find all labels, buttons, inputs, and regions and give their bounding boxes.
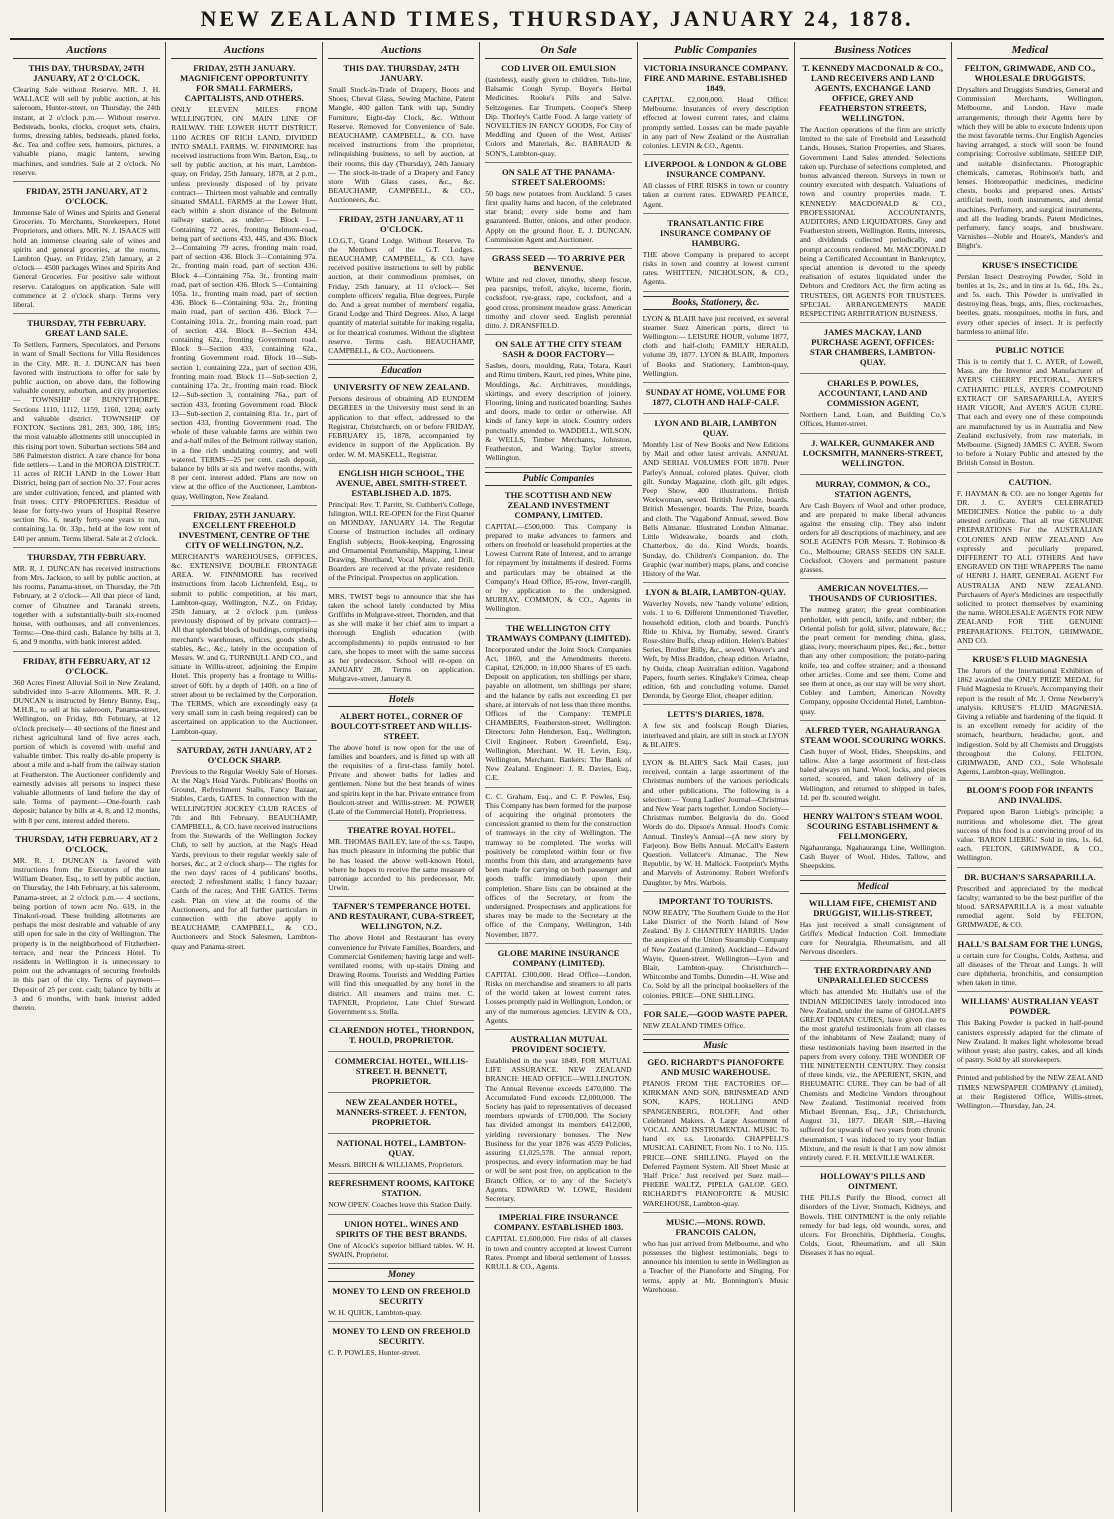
section-heading: Hotels: [328, 693, 474, 707]
ad-title: FRIDAY, 25TH JANUARY. EXCELLENT FREEHOLD INVESTMENT, CENTRE OF THE CITY OF WELLINGTON, N.Z.: [178, 509, 310, 550]
advertisement: [328, 1326, 474, 1361]
ad-body: Persian Insect Destroying Powder, Sold in bottles at 1s, 2s., and in tins at 1s. 6d., 10s. 2s., and 5s. each. This Powder is unrivalled in destroying fleas, bugs, ants, flies, cockroaches, beetles, gnats, mosquitoes, moths in furs, and every other species of insect. It is perfectly harmless to animal life.: [956, 271, 1103, 336]
ad-title: AMERICAN NOVELTIES.—THOUSANDS OF CURIOSITIES.: [808, 583, 937, 604]
advertisement: [957, 996, 1103, 1069]
column-heading: Business Notices: [800, 42, 946, 59]
ad-title: WILLIAM FIFE, CHEMIST AND DRUGGIST, WILLIS-STREET,: [808, 897, 937, 918]
ad-body: Are Cash Buyers of Wool and other produce, and are prepared to make liberal advances against the ensuing clip. They also indent orders for all descriptions of machinery, and are SOLE AGENTS FOR Messrs. T. Robinson & Co., Melbourne; GRASS SEEDS ON SALE. Cocksfoot. Clovers and permanent pasture grasses.: [799, 500, 946, 575]
ad-title: FRIDAY, 25TH JANUARY, AT 11 O'CLOCK.: [338, 213, 464, 234]
ad-body: MR. R. J. DUNCAN has received instructions from Mrs. Jackson, to sell by public auction, at his rooms, Panama-street, on Thursday, the 7th February, at 2 o'clock— All that piece of land, corner of Ghuznee and Taranaki streets, together with a substantially-built six-roomed house, with outhouses, and all conveniences. Terms:—One-third cash. Balance by bills at 3, 6, and 9 months, with bank interest added.: [13, 563, 161, 647]
masthead-rule: [10, 38, 1104, 40]
ad-body: NOW READY, 'The Southern Guide to the Hot Lake District of the North Island of New Zealand.' By J. CHANTREY HARRIS. Under the auspices of the Union Steamship Company of New Zealand (Limited). Auckland—Edward Wayte, Queen-street. Wellington—Lyon and Blair, Lambton-quay. Christchurch—Whitcombe and Tombs. Dunedin—H. Wise and Co. Sold by all the principal booksellers of the colonies. PRICE—ONE SHILLING.: [642, 907, 789, 1000]
ad-title: AUSTRALIAN MUTUAL PROVIDENT SOCIETY.: [509, 1034, 608, 1055]
ad-title: JAMES MACKAY, LAND PURCHASE AGENT, OFFICES: STAR CHAMBERS, LAMBTON-QUAY.: [810, 327, 936, 368]
ad-body: Monthly List of New Books and New Editions by Mail and other latest arrivals. ANNUAL AND SERIAL VOLUMES FOR 1878. Peter Parley's Annual, colored plates. Quiver, cloth gilt. Sunday Magazine, cloth gilt, gilt edges. Peep Show, 400 illustrations. British Workwoman, sewed. British Juvenile, boards. British Messenger, boards. The Prize, boards and cloth. The 'Vagabond' Annual, sewed. Bow Bells Almanac. Illustrated London Almanac. Little Wideawake, boards and cloth. Chatterbox, do do. Kind Words, boards. Sunday, do. Children's Companion, do. The Graphic (war number) maps, plans, and concise History of the War.: [642, 440, 789, 578]
column-7: [951, 42, 1108, 1512]
advertisement: [485, 792, 631, 944]
ad-body: Northern Land, Loan, and Building Co.'s Offices, Hunter-street.: [799, 410, 946, 429]
ad-body: NEW ZEALAND TIMES Office.: [642, 1020, 746, 1030]
ad-body: White and red clover, timothy, sheep fescue, pea parsnips, trefoil, alsyke, lucerne, fiorin, cocksfoot, rye-grass, rape, cocksfoot, and a good cross, prominent meadow grass. American timothy and clover seed. English perennial ditto. J. DRANSFIELD.: [485, 275, 632, 331]
advertisement: [485, 253, 631, 335]
ad-body: PIANOS FROM THE FACTORIES OF—KIRKMAN AND SON, BRINSMEAD AND SON, KAPS, HOLLING AND SPANGENBERG, ROLOFF, And other Celebrated Makers. A Large Assortment of VOCAL AND INSTRUMENTAL MUSIC To hand ex s.s. Leonardo. CHAPPELL'S MUSICAL CABINET, From No. 1 to No. 115. PRICE—ONE SHILLING. Played on the Deferred Payment System. All Sheet Music at 'Half Price.' Just received per Suez mail— PHŒBE WALTZ, PIPELA GALOP. GEO. RICHARDT'S PIANOFORTE & MUSIC WAREHOUSE, Lambton-quay.: [642, 1079, 789, 1208]
advertisement: [328, 214, 474, 361]
ad-title: ALFRED TYER, NGAHAURANGA STEAM WOOL SCOURING WORKS.: [800, 724, 946, 745]
ad-body: The Jurors of the International Exhibition of 1862 awarded the ONLY PRIZE MEDAL for Fluid Magnesia to Kruse's. Accompanying their report is the result of Mr. J. Orme Newberry's analysis. KRUSE'S FLUID MAGNESIA. Giving a reliable and hardening of the liquid. It is an excellent remedy for acidity of the stomach, heartburn, headache, gout, and indigestion. Sold by all Chemists and Druggists throughout the Colony. FELTON, GRIMWADE, AND CO., Sole Wholesale Agents, Lambton-quay, Wellington.: [956, 665, 1103, 777]
advertisement: [643, 63, 789, 155]
column-1: [8, 42, 165, 1512]
ad-title: ON SALE AT THE CITY STEAM SASH & DOOR FACTORY—: [495, 339, 622, 360]
advertisement: [957, 345, 1103, 472]
advertisement: [328, 711, 474, 822]
ad-title: KRUSE'S INSECTICIDE: [982, 259, 1078, 270]
advertisement: [957, 654, 1103, 781]
ad-title: THURSDAY, 14TH FEBRUARY, AT 2 O'CLOCK.: [15, 833, 158, 854]
advertisement: [800, 583, 946, 720]
ad-title: SATURDAY, 26TH JANUARY, AT 2 O'CLOCK SHARP.: [176, 744, 312, 765]
ad-title: THURSDAY, 7TH FEBRUARY.: [27, 551, 146, 562]
advertisement: [485, 339, 631, 467]
ad-body: NOW OPEN. Coaches leave this Station Daily.: [328, 1200, 472, 1210]
ad-body: Persons desirous of obtaining AD EUNDEM DEGREES in the University must send in an application to that effect, addressed to the Registrar, Christchurch, on or before FRIDAY, FEBRUARY 15, 1878, accompanied by evidence in support of the Application. By order. W. M. MASKELL, Registrar.: [328, 394, 475, 459]
advertisement: [328, 468, 474, 588]
ad-body: CAPITAL £300,000. Head Office—London. Risks on merchandise and steamers to all parts of the world taken at lowest current rates. Losses promptly paid in Wellington, London, or any of the numerous agencies. LEVIN & CO., Agents.: [485, 969, 632, 1025]
advertisement: [957, 1073, 1103, 1114]
column-5: [637, 42, 794, 1512]
ad-body: 360 Acres Finest Alluvial Soil in New Zealand, subdivided into 5-acre Allotments. MR. R. J. DUNCAN is instructed by Henry Bunny, Esq., M.H.R., to sell at his saleroom, Panama-street, Wellington, on Friday, 8th February, at 12 o'clock precisely— 40 sections of the finest and richest agricultural land of five acres each, portion of which is covered with useful and valuable timber. This really do-able property is about a mile and a-half from the railway station at Featherston. The Auctioneer confidently and earnestly advises all persons to inspect these valuable allotments of land before the day of sale. Terms of payment:—One-fourth cash deposit; balance by bills at 4, 8, and 12 months, with 8 per cent. interest added thereto.: [13, 677, 161, 825]
advertisement: [328, 382, 474, 463]
ad-body: This Baking Powder is packed in half-pound canisters expressly adapted for the climate of New Zealand. It makes light wholesome bread without yeast; also pastry, cakes, and all kinds of pastry. Sold by all storekeepers.: [956, 1018, 1103, 1065]
column-heading: Public Companies: [643, 42, 789, 59]
advertisement: [800, 811, 946, 876]
advertisement: [957, 63, 1103, 256]
advertisement: [328, 1178, 474, 1214]
ad-title: THE WELLINGTON CITY TRAMWAYS COMPANY (LIMITED).: [486, 622, 631, 643]
ad-body: Waverley Novels, new 'handy volume' edition, vols. 1 to 6. Different Unmentioned Traveller, household edition, cloth and boards. Punch's Ride to Khiva, by Burnaby, sewed. Grant's Rose-shire Buffs, cheap edition. Helen's Babies' Series, Brother Billy, &c., sewed. Weaver's and Weft, by Miss Braddon, cheap edition. Ariadne, by Ouida, cheap Australian edition. Vagabond Papers, fourth series. Kinglake's Crimea, cheap edition, 6th and concluding volume. Daniel Deronda, by George Eliot, cheaper edition.: [642, 599, 789, 701]
advertisement: [485, 948, 631, 1030]
ad-body: Principal: Rev. T. Parritt, St. Cuthbert's College, Islington. WILL RE-OPEN for the First Quarter on MONDAY, JANUARY 14. The Regular Course of Instruction includes all ordinary English subjects, Book-keeping, Engrossing and Ornamental Penmanship, Mapping, Linear Drawing, Shorthand, Vocal Music, and Drill. Boarders are received at the private residence of the Principal. Prospectus on application.: [328, 499, 475, 583]
ad-title: GLOBE MARINE INSURANCE COMPANY (LIMITED).: [497, 947, 620, 968]
ad-body: C. C. Graham, Esq., and C. P. Powles, Esq. This Company has been formed for the purpose of acquiring the original promoters the concession granted to them for the construction of tramways in the city of Wellington. The tramway to be completed. The works will positively be completed within four or five months from this date, and arrangements have been made for carrying on both passenger and goods traffic immediately upon their completion. Share lists can be obtained at the offices of the Secretary, or from the undersigned. Prospectuses and applications for shares may be made to the Secretary at the office of the Company, Wellington, 14th November, 1877.: [485, 791, 632, 939]
advertisement: [328, 901, 474, 1021]
advertisement: [328, 825, 474, 897]
column-2: [165, 42, 322, 1512]
ad-title: PUBLIC NOTICE: [995, 345, 1065, 356]
ad-title: ON SALE AT THE PANAMA-STREET SALEROOMS:: [501, 166, 615, 187]
ad-body: Immense Sale of Wines and Spirits and General Groceries. To Merchants, Storekeepers, Hotel Proprietors, and others. MR. N. J. ISAACS will hold an immense clearing sale of wines and spirits and general groceries, at the rooms, Lambton Quay, on Friday, 25th January, at 2 o'clock— 4500 packages Wines and Spirits And General Groceries. For positive sale without reserve. Catalogues on application. Sale will commence at 2 o'clock sharp. Terms very liberal.: [13, 208, 161, 310]
advertisement: [800, 725, 946, 807]
ad-title: CAUTION.: [1008, 476, 1052, 487]
ad-title: CHARLES P. POWLES, ACCOUNTANT, LAND AND COMMISSION AGENT,: [818, 378, 928, 409]
advertisement: [13, 834, 160, 1016]
column-heading: Auctions: [171, 42, 317, 59]
ad-title: VICTORIA INSURANCE COMPANY. FIRE AND MARINE. ESTABLISHED 1849.: [643, 63, 788, 93]
ad-title: THURSDAY, 7TH FEBRUARY. GREAT LAND SALE.: [27, 318, 146, 339]
ad-body: W. H. QUICK, Lambton-quay.: [328, 1308, 422, 1318]
advertisement: [171, 63, 317, 506]
column-3: [322, 42, 479, 1512]
ad-title: MONEY TO LEND ON FREEHOLD SECURITY.: [332, 1326, 471, 1347]
ad-body: The Auction operations of the firm are strictly limited to the sale of Freehold and Leasehold Lands, Houses, Station Properties, and Shares. Government Land Sales attended. Selections taken up. Purchase of selections completed, and bonus advanced thereon. Surveys in town or country executed with despatch. Valuations of town and country properties made. T. KENNEDY MACDONALD & CO., PROFESSIONAL ACCOUNTANTS, AUDITORS, AND LIQUIDATORS. Grey and Featherston streets, Wellington. Rents, interests, and dividends collected periodically, and prompt accounts rendered. Mr. MACDONALD being a Certificated Accountant in Bankruptcy, special attention is devoted to the speedy realisation of estates liquidated under the Debtors and Creditors Act, the firm acting as TRUSTEES, OR AGENTS FOR TRUSTEES. SPECIAL ARRANGEMENTS MADE RESPECTING ARBITRATION BUSINESS.: [799, 125, 946, 319]
advertisement: [643, 159, 789, 214]
ad-body: Messrs. BIRCH & WILLIAMS, Proprietors.: [328, 1160, 464, 1170]
ad-title: HALL'S BALSAM FOR THE LUNGS,: [957, 938, 1103, 949]
advertisement: [643, 1057, 789, 1213]
advertisement: [800, 479, 946, 580]
column-4: [479, 42, 636, 1512]
advertisement: [800, 378, 946, 433]
advertisement: [328, 1219, 474, 1264]
ad-body: which has attended Mr. Hullah's use of the INDIAN MEDICINES lately introduced into New Zealand, under the name of GHOLLAH'S GREAT INDIAN CURES, have given rise to the most grateful testimonials from all classes of the inhabitants of New Zealand; many of these testimonials having been inserted in the papers from every colony. THE WONDER OF THE NINETEENTH CENTURY. They consist of three kinds, viz., the APERIENT, SKIN, and RHEUMATIC CURE. They can be had of all Chemists and Medicine Vendors throughout New Zealand. Testimonial received from Michael Brennan, Esq., J.P., Christchurch, August 31, 1877. DEAR SIR,—Having suffered for upwards of two years from chronic rheumatism, I was induced to try your Indian Mixture, and the result is that I am now almost entirely cured. F. H. MELVILLE WALKER.: [799, 987, 946, 1163]
ad-body: a certain cure for Coughs, Colds, Asthma, and all diseases of the Throat and Lungs. It will cure diphtheria, bronchitis, and consumption when taken in time.: [956, 950, 1103, 988]
advertisement: [485, 1212, 631, 1275]
ad-title: LETTS'S DIARIES, 1878.: [667, 709, 764, 720]
advertisement: [643, 709, 789, 754]
ad-body: The above Hotel and Restaurant has every convenience for Private Families, Boarders, and Commercial Gentlemen; having large and well-ventilated rooms, with up-stairs Dining and Drawing Rooms. Tourists and Wedding Parties will find this unequalled by any hotel in the district. All steamers and trains met. C. TAFNER, Proprietor, Late Chief Steward Government s.s. Stella.: [328, 933, 475, 1017]
column-heading: On Sale: [485, 42, 631, 59]
ad-title: THIS DAY. THURSDAY, 24TH JANUARY, AT 2 O'CLOCK.: [28, 63, 145, 83]
ad-title: FRIDAY, 25TH JANUARY, AT 2 O'CLOCK.: [25, 186, 148, 207]
ad-body: CAPITAL £2,000,000. Head Office: Melbourne. Insurances of every description effected at lowest current rates, and claims promptly settled. Losses can be made payable in any part of New Zealand or the Australian colonies. LEVIN & CO., Agents.: [642, 95, 789, 151]
ad-body: Incorporated under the Joint Stock Companies Act, 1860, and the Amendments thereto. Capital, £26,000, in 10,000 Shares of £5 each. Deposit on application, ten shillings per share, payable on allotment, ten shillings per share; and the balance by calls not exceeding £1 per share, at intervals of not less than three months. Offices of the Company: TEMPLE CHAMBERS, Featherston-street, Wellington. Directors: John Henderson, Esq., Wellington, Civil Engineer. Robert Greenfield, Esq., Wellington, Merchant. W. H. Levin, Esq., Wellington, Merchant. Bankers: The Bank of New Zealand. Engineer: J. R. Davies, Esq., C.E.: [485, 644, 632, 783]
advertisement: [643, 587, 789, 705]
ad-title: WILLIAMS' AUSTRALIAN YEAST POWDER.: [961, 996, 1099, 1017]
advertisement: [643, 896, 789, 1005]
ad-body: Printed and published by the NEW ZEALAND TIMES NEWSPAPER COMPANY (Limited), at their Registered Office, Willis-street, Wellington.—Thursday, Jan. 24.: [956, 1073, 1103, 1111]
ad-body: F. HAYMAN & CO. are no longer Agents for DR. J. C. AYER'S CELEBRATED MEDICINES. Notice the public to a duly attested certificate. That all true GENUINE PREPARATIONS For the AUSTRALIAN COLONIES AND NEW ZEALAND Are expressly and peculiarly prepared, DIFFERENT TO ALL OTHERS And have ENGRAVED ON THE WRAPPERS The name of HENRI J. HART, GENERAL AGENT For AUSTRALIA AND NEW ZEALAND. Purchasers of Ayer's Medicines are respectfully solicited to protect themselves by examining the name. WHOLESALE AGENTS FOR NEW ZEALAND FOR THE GENUINE PREPARATIONS. FELTON, GRIMWADE, AND CO.: [956, 488, 1103, 645]
advertisement: [485, 167, 631, 249]
ad-title: GEO. RICHARDT'S PIANOFORTE AND MUSIC WAREHOUSE.: [647, 1057, 784, 1078]
advertisement: [643, 758, 789, 892]
advertisement: [328, 1138, 474, 1174]
advertisement: [800, 438, 946, 475]
column-heading: Auctions: [13, 42, 160, 59]
advertisement: [485, 490, 631, 619]
advertisement: [643, 387, 789, 414]
ad-title: NEW ZEALANDER HOTEL, MANNERS-STREET. J. FENTON, PROPRIETOR.: [336, 1097, 467, 1128]
advertisement: [643, 1217, 789, 1298]
ad-title: REFRESHMENT ROOMS, KAITOKE STATION.: [328, 1178, 475, 1199]
ad-body: Drysalters and Druggists Sundries, General and Commission Merchants, Wellington, Melbourne, and London. Have made arrangements, through their Agents here by which they will be able to execute Indents upon the most favorable terms. Our English Agencies having arranged, a stock will soon be found comprising: Corrosive sublimate, SHEEP DIP, and suitable disinfectants. Photographic chemicals, cameras, Robinson's bath, and lenses. Homœopathic medicines, medicine chests, books and prepared ones. Artists' artificial teeth, tooth instruments, and dental machines. Perfumery, and surgical instruments, and all the leading brands. Patent Medicines, perfumery, fancy soaps, and brushware. Varnishes—Noble and Hoare's, Mander's and Blight's.: [956, 85, 1103, 251]
ad-title: THEATRE ROYAL HOTEL.: [347, 825, 456, 836]
advertisement: [800, 898, 946, 962]
advertisement: [643, 418, 789, 583]
advertisement: [485, 623, 631, 788]
ad-title: MURRAY, COMMON, & CO., STATION AGENTS,: [815, 478, 931, 499]
ad-body: I.O.G.T., Grand Lodge. Without Reserve. To the Members of the G.T. Lodges. BEAUCHAMP, CAMPBELL, & CO. have received positive instructions to sell by public auction, at their commodious premises, on Friday, 25th January, at 11 o'clock— Set complete officers' regalia, Blue degrees, Purple do. And a great number of members' regalia, Grand Lodge and Third Degrees. Also, A large quantity of material suitable for making regalia, or for theatrical costumes. Without the slightest reserve. Terms cash. BEAUCHAMP, CAMPBELL, & CO., Auctioneers.: [328, 235, 475, 356]
section-heading: Money: [328, 1268, 474, 1282]
ad-body: Prescribed and appreciated by the medical faculty; warranted to be the best purifier of the blood. SARSAPARILLA is a most valuable remedial agent. Sold by FELTON, GRIMWADE, & CO.: [956, 883, 1103, 930]
ad-title: FELTON, GRIMWADE, AND CO., WHOLESALE DRUGGISTS.: [964, 63, 1096, 83]
advertisement: [957, 872, 1103, 935]
advertisement: [328, 1286, 474, 1322]
advertisement: [800, 327, 946, 374]
ad-title: COD LIVER OIL EMULSION: [501, 63, 616, 73]
column-heading: Medical: [957, 42, 1103, 59]
ad-title: FRIDAY, 8TH FEBRUARY, AT 12 O'CLOCK.: [22, 655, 151, 676]
advertisement: [485, 63, 631, 163]
ad-title: THE EXTRAORDINARY AND UNPARALLELED SUCCESS: [814, 965, 932, 986]
ad-title: KRUSE'S FLUID MAGNESIA: [972, 653, 1088, 664]
advertisement: [800, 965, 946, 1167]
section-heading: Books, Stationery, &c.: [643, 296, 789, 310]
ad-title: THIS DAY. THURSDAY, 24TH JANUARY.: [343, 63, 460, 83]
advertisement: [328, 63, 474, 210]
ad-title: TRANSATLANTIC FIRE INSURANCE COMPANY OF HAMBURG.: [660, 217, 772, 248]
section-heading: Education: [328, 364, 474, 378]
ad-body: LYON & BLAIR'S Sack Mail Cases, just received, contain a large assortment of the Christmas numbers of the various periodicals and other publications. The following is a selection:— Young Ladies' Journal—Christmas and New Year parts together. London Society—Christmas number. Belgravia do do. Good Words do do. Dipsoe's Annual. Hood's Comic Annual. Tinsley's Annual—(A new story by Farjeon). Bow Bells Annual. McCall's Eastern Question. Vellatcer's Almanac. The New Republic, by W. H. Mallock. Footprint's Myths and Marvels of Astronomy. Robert Wreford's Daughter, by Mrs. Warbois.: [642, 757, 789, 887]
ad-title: IMPORTANT TO TOURISTS.: [658, 895, 773, 906]
ad-body: One of Alcock's superior billiard tables. W. H. SWAIN, Proprietor.: [328, 1240, 475, 1259]
ad-title: J. WALKER, GUNMAKER AND LOCKSMITH, MANNERS-STREET, WELLINGTON.: [802, 437, 943, 468]
ad-title: ALBERT HOTEL, CORNER OF BOULCOTT-STREET AND WILLIS-STREET.: [330, 710, 472, 741]
ad-body: MRS. TWIST begs to announce that she has taken the school lately conducted by Miss Griffiths in Mulgrave-street, Thornden, and that as she will make it her chief aim to impart a thorough English education (with accomplishments) to pupils entrusted to her care, she hopes to meet with the same success as her predecessor. School will re-open on JANUARY 28. Terms on application. Mulgrave-street, January 8.: [328, 591, 475, 684]
advertisement: [957, 260, 1103, 341]
ad-body: Ngahauranga, Ngahauranga Line, Wellington. Cash Buyer of Wool, Hides, Tallow, and Sheepskins.: [799, 842, 946, 871]
masthead: [0, 6, 1114, 40]
ad-body: Has just received a small consignment of Griffe's Medical Induction Coil. Immediate cure for Neuralgia, Rheumatism, and all Nervous disorders.: [799, 919, 946, 957]
ad-body: THE above Company is prepared to accept risks in town and country at lowest current rates. WHITTEN, NICHOLSON, & CO., Agents.: [642, 249, 789, 287]
ad-body: C. P. POWLES, Hunter-street.: [328, 1348, 421, 1358]
ad-body: This is to certify that J. C. AYER, of Lowell, Mass. are the Inventor and Manufacturer of AYER'S CHERRY PECTORAL, AYER'S CATHARTIC PILLS, AYER'S COMPOUND EXTRACT OF SARSAPARILLA, AYER'S HAIR VIGOR, And AYER'S AGUE CURE. That each and every one of these compounds are manufactured by us in Australia and New Zealand exclusively, from raw materials, in Melbourne. (Signed) JAMES C. AYER. Sworn to before a Notary Public and attested by the British Consul in Boston.: [956, 357, 1103, 468]
ad-title: FRIDAY, 25TH JANUARY. MAGNIFICENT OPPORTUNITY FOR SMALL FARMERS, CAPITALISTS, AND OTHERS.: [180, 63, 309, 103]
advertisement: [13, 318, 160, 547]
ad-body: The nutmeg grater; the great combination penholder, with pencil, knife, and rubber; the Oriental polish for gold, silver, plateware, &c.; the pearl cement for mending china, glass, glass, ivory, meerschaum pipes, &c., &c., better than any other composition; the potato-paring knife, tea and coffee strainer; and a thousand other articles. Come and see them. Come and see them at once, as our stay will be very short. Cobley and Lambert, American Novelty Company, opposite Occidental Hotel, Lambton-quay.: [799, 605, 946, 716]
section-heading: Music: [643, 1039, 789, 1053]
ad-body: Clearing Sale without Reserve. MR. J. H. WALLACE will sell by public auction, at his saleroom, Hunter-street, on Thursday, the 24th instant, at 2 o'clock p.m.— Without reserve. Bedsteads, books, clocks, croquet sets, chairs, forms, dressing tables, bedsteads, plated forks, &c. Tea and coffee sets, humours, pictures, a valuable piano, magic lantern, sewing machines, and sundries. Sale at 2 o'clock. No reserve.: [13, 85, 161, 177]
advertisement: [328, 1025, 474, 1052]
ad-title: LYON AND BLAIR, LAMBTON QUAY.: [654, 418, 777, 439]
advertisement: [957, 477, 1103, 650]
ad-title: LYON & BLAIR, LAMBTON-QUAY.: [645, 587, 786, 598]
advertisement: [643, 1009, 789, 1035]
ad-body: ONLY ELEVEN MILES FROM WELLINGTON, ON MAIN LINE OF RAILWAY. THE LOWER HUTT DISTRICT. 1100 ACRES OF RICH LAND, DIVIDED INTO SMALL FARMS. W. FINNIMORE has received instructions from Wm. Barton, Esq., to sell by public auction, at his mart, Lambton-quay, on Friday, 25th January, 1878, at 2 p.m., unless previously disposed of by private contract— Thirteen most valuable and centrally situated SMALL FARMS at the Lower Hutt, each within a short distance of the Belmont railway station, as under:— Block 1—Containing 72 acres, fronting Belmont-road, being part of sections 433, 445, and 436. Block 2—Containing 79 acres, fronting main road, part of section 436. Block 3—Containing 97a. 2r., fronting main road, part of section 436. Block 4—Containing 75a. 3r., fronting main road, part of section 436. Block 5—Containing 105a. 1r., fronting main road, part of section 436. Block 6—Containing 93a. 2r., fronting main road, part of section 436. Block 7—Containing 101a. 2r., fronting main road, part of section 434. Block 8—Section 434, containing 62a., fronting Government road. Block 9—Section 433, containing 62a., fronting Government road. Block 10—Sub-section 1, containing 22a., part of section 436, fronting main road. Block 11—Sub-section 2, containing 17a. 2r., fronting main road. Block 12—Sub-section 3, containing 76a., part of section 433, fronting Government road. Block 13—Sub-section 2, containing 81a. 1r., part of section 433, fronting Government road. The whole of these valuable farms are within two and a-half miles of the Belmont railway station, in a fine rich undulating country, and well watered. TERMS—25 per cent. cash deposit, balance by bills at six and twelve months, with 8 per cent. interest added. Plans are now on view at the office of the Auctioneer, Lambton-quay, Wellington, New Zealand.: [171, 105, 318, 501]
ad-body: A few six and foolscap Rough Diaries, interleaved and plain, are still in stock at LYON & BLAIR'S.: [642, 721, 789, 749]
advertisement: [643, 314, 789, 383]
ad-body: THE PILLS Purify the Blood, correct all disorders of the Liver, Stomach, Kidneys, and Bowels. THE OINTMENT is the only reliable remedy for bad legs, old wounds, sores, and ulcers. For Bronchitis, Diphtheria, Coughs, Colds, Gout, Rheumatism, and all Skin Diseases it has no equal.: [799, 1193, 946, 1258]
section-heading: Medical: [800, 880, 946, 894]
ad-title: IMPERIAL FIRE INSURANCE COMPANY. ESTABLISHED 1803.: [493, 1212, 624, 1233]
ad-body: who has just arrived from Melbourne, and who possesses the highest testimonials, begs to announce his intention to settle in Wellington as a Teacher of the Pianoforte and Singing. For terms, apply at Mr. Bonnington's Music Warehouse.: [642, 1238, 789, 1294]
ad-title: GRASS SEED — TO ARRIVE PER BENVENUE.: [491, 253, 626, 274]
ad-title: BLOOM'S FOOD FOR INFANTS AND INVALIDS.: [966, 785, 1094, 806]
ad-title: HOLLOWAY'S PILLS AND OINTMENT.: [820, 1171, 926, 1192]
column-heading: Auctions: [328, 42, 474, 59]
ad-body: Small Stock-in-Trade of Drapery, Boots and Shoes, Cheval Glass, Sewing Machine, Patent Mangle, 400 gallon Tank with tap, Sundry Furniture, Eight-day Clock, &c. Without Reserve. Removed for Convenience of Sale. BEAUCHAMP, CAMPBELL, & CO. have received instructions from the proprietor, relinquishing business, to sell by auction, at their rooms, this day (Thursday), 24th January— The stock-in-trade of a Drapery and Fancy store With Glass cases, &c., &c. BEAUCHAMP, CAMPBELL, & CO., Auctioneers, &c.: [328, 85, 475, 205]
advertisement: [328, 592, 474, 689]
ad-body: To Settlers, Farmers, Speculators, and Persons in want of Small Sections for Villa Residences in the City. MR. R. J. DUNCAN has been favored with instructions to offer for sale by public auction, on above date, the following valuable country, suburban, and city properties:— TOWNSHIP OF BUNNYTHORPE. Sections 1110, 1112, 1159, 1160, 1204; early and valuable district. TOWNSHIP OF FOXTON. Sections 281, 283, 300, 186, 185; the most valuable allotments still unoccupied in this rising port town. Suburban sections 584 and 586 Palmerston district. A rare chance for bona fide settlers— Land in the MOROA DISTRICT. 11 acres of RICH LAND in the Lower Hutt District, being part of section No. 37. Four acres are under cultivation, fenced, and planted with fruit trees. CITY PROPERTIES. Residue of lease for forty-two years of Hospital Reserve section No. 6, nearly forty-one years to run, containing 1a. 0r. 33p., held at the low rent of £40 per annum. Terms liberal. Sale at 2 o'clock.: [13, 340, 161, 543]
advertisement: [171, 745, 317, 955]
ad-body: Previous to the Regular Weekly Sale of Horses. At the Nag's Head Yards. Publicans' Booths on Ground, Refreshment Stalls, Fancy Bazaar, Stables, Cards, GATES. In connection with the WELLINGTON JOCKEY CLUB RACES of 7th and 8th February. BEAUCHAMP, CAMPBELL, & CO. have received instructions from the Stewards of the Wellington Jockey Club, to sell by auction, at the Nag's Head Yards, previous to their regular weekly sale of horses, &c., at 2 o'clock sharp— The rights for the two days' races of 4 publicans' booths, erected; 2 refreshment stalls; 1 fancy bazaar; Cards of the races; And THE GATES. Terms cash. Plan on view at the rooms of the Auctioneers, and for all further particulars in connection with the above apply to BEAUCHAMP, CAMPBELL, & CO., Auctioneers and Stock Salesmen, Lambton-quay and Panama-street.: [171, 766, 318, 951]
ad-title: FOR SALE.—GOOD WASTE PAPER.: [643, 1008, 788, 1019]
ad-title: THE SCOTTISH AND NEW ZEALAND INVESTMENT COMPANY, LIMITED.: [504, 489, 613, 520]
ad-title: TAFNER'S TEMPERANCE HOTEL AND RESTAURANT, CUBA-STREET, WELLINGTON, N.Z.: [328, 901, 475, 932]
advertisement: [485, 1034, 631, 1208]
ad-body: MR. R. J. DUNCAN is favored with instructions from the Executors of the late William Deaner, Esq., to sell by public auction, on Thursday, the 14th February, at his saleroom, Panama-street, at 2 o'clock p.m.— 4 sections, being portion of town acre No. 619, in the Tinakori-road. These building allotments are perhaps the most desirable and valuable of any still open for sale in the city of Wellington. The property is in the neighborhood of Fitzherbert-terrace, and near the Princess Hotel. To residents in Wellington it is unnecessary to point out the advantages of securing freeholds in this part of the city. Terms of payment— Deposit of 25 per cent. cash; balance by bills at 3 and 6 months, with bank interest added thereto.: [13, 855, 161, 1013]
ad-body: Cash buyer of Wool, Hides, Sheepskins, and tallow. Also a large assortment of first-class baled always on hand. Wool, locks, and pieces sorted, scoured, and taken delivery of in Wellington, and returned to shipped in bales, 1d. per lb. scoured weight.: [799, 746, 946, 802]
ad-title: LIVERPOOL & LONDON & GLOBE INSURANCE COMPANY.: [644, 159, 787, 180]
advertisement: [13, 656, 160, 830]
advertisement: [328, 1097, 474, 1134]
ad-title: NATIONAL HOTEL, LAMBTON-QUAY.: [336, 1138, 467, 1159]
advertisement: [957, 939, 1103, 993]
advertisement: [13, 186, 160, 314]
ad-title: UNION HOTEL. WINES AND SPIRITS OF THE BEST BRANDS.: [335, 1218, 467, 1239]
columns-container: [8, 42, 1108, 1512]
ad-body: The above hotel is now open for the use of families and boarders, and is fitted up with all the requisites of a first-class family hotel. Private and shower baths for ladies and gentlemen. None but the best brands of wines and spirits kept in the bar. Private entrance from Boulcott-street and Willis-street. M. POWER (Late of the Commercial Hotel), Proprietress.: [328, 742, 475, 816]
advertisement: [957, 785, 1103, 867]
ad-body: Prepared upon Baron Liebig's principle; a nutritious and wholesome diet. The great success of this food is a convincing proof of its value. 'BARON LIEBIG.' Sold in tins, 1s. 6d. each. FELTON, GRIMWADE, & CO., Wellington.: [956, 807, 1103, 863]
advertisement: [13, 63, 160, 182]
ad-body: CAPITAL £1,600,000. Fire risks of all classes in town and country accepted at lowest Current Rates. Prompt and liberal settlement of Losses. KRULL & CO., Agents.: [485, 1234, 632, 1271]
ad-title: MUSIC.—MONS. ROWD. FRANCOIS CALON,: [665, 1216, 766, 1237]
ad-body: 50 bags new potatoes from Auckland. 5 cases first quality hams and bacon, of the celebrated star brand; every side home and ham guaranteed. Butter, onions, and other produce. Apply on the ground floor. E. J. DUNCAN, Commission Agent and Auctioneer.: [485, 188, 632, 244]
masthead-title: NEW ZEALAND TIMES, THURSDAY, JANUARY 24, 1878.: [200, 6, 914, 31]
ad-title: MONEY TO LEND ON FREEHOLD SECURITY: [332, 1286, 471, 1307]
ad-title: ENGLISH HIGH SCHOOL, THE AVENUE, ABEL SMITH-STREET. ESTABLISHED A.D. 1875.: [335, 467, 467, 498]
advertisement: [800, 63, 946, 323]
ad-body: CAPITAL—£500,000. This Company is prepared to make advances to farmers and others on freehold or leasehold properties at the Lowest Current Rate of Interest, and to arrange for repayment by instalments if desired. Forms and particulars may be obtained at the Company's Head Office, 85-row, Inver-cargill, or by application to the undersigned. MURRAY, COMMON, & CO., Agents in Wellington.: [485, 521, 632, 614]
ad-body: MERCHANT'S WAREHOUSES, OFFICES, &c. EXTENSIVE DOUBLE FRONTAGE AREA. W. FINNIMORE has received instructions from Jacob Lichtenfeld, Esq., to submit to public competition, at his mart, Lambton-quay, Wellington, N.Z., on Friday, 25th January, at 2 o'clock p.m. (unless previously disposed of by private contract)— All that splendid block of buildings, comprising merchant's warehouses, offices, goods sheds, stables, &c., &c., lately in the occupation of Messrs. W. and G. TURNBULL AND CO., and situate in Willis-street, adjoining the Empire Hotel. This property has a frontage to Willis-street of 60ft. by a depth of 140ft. on a line of street about to be reclaimed by the Corporation. The TERMS, which are exceedingly easy (a very small sum in cash being required) can be ascertained on application to the Auctioneer, Lambton-quay.: [171, 551, 318, 736]
advertisement: [171, 510, 317, 741]
column-6: [794, 42, 951, 1512]
advertisement: [13, 552, 160, 652]
advertisement: [800, 1171, 946, 1261]
ad-body: Sashes, doors, moulding, Rata, Totara, Kauri and Rimu timbers, Kauri, red pines, White pine, Mouldings, &c. Architraves, mouldings, skirtings, and every description of joinery. Flooring, lining and rusticated boarding. Sashes and doors, made to order or otherwise. All kinds of fancy kept in stock. Country orders punctually attended to. WADDELL, WILSON, & WELLS, Timber Merchants, Johnston, Featherston, and Waring Taylor streets, Wellington.: [485, 361, 632, 463]
ad-body: All classes of FIRE RISKS in town or country taken at current rates. EDWARD PEARCE, Agent.: [642, 181, 789, 209]
ad-title: DR. BUCHAN'S SARSAPARILLA.: [964, 871, 1096, 882]
ad-title: T. KENNEDY MACDONALD & CO., LAND RECEIVERS AND LAND AGENTS, EXCHANGE LAND OFFICE, GREY AND FEATHERSTON STREETS, WELLINGTON.: [802, 63, 944, 123]
advertisement: [328, 1056, 474, 1093]
ad-title: CLARENDON HOTEL, THORNDON, T. HOULD, PROPRIETOR.: [328, 1025, 474, 1046]
advertisement: [643, 218, 789, 292]
ad-title: COMMERCIAL HOTEL, WILLIS-STREET. H. BENNETT, PROPRIETOR.: [334, 1056, 468, 1087]
ad-title: UNIVERSITY OF NEW ZEALAND.: [333, 382, 470, 393]
ad-title: HENRY WALTON'S STEAM WOOL SCOURING ESTABLISHMENT & FELLMONGERY,: [803, 810, 943, 841]
ad-body: LYON & BLAIR have just received, ex several steamer Suez American ports, direct to Wellington:— LEISURE HOUR, volume 1877, cloth and half-cloth; FAMILY HERALD, volume 39, 1877. LYON & BLAIR, Importers of Books and Stationery, Lambton-quay, Wellington.: [642, 313, 789, 378]
ad-body: Established in the year 1849. FOR MUTUAL LIFE ASSURANCE. NEW ZEALAND BRANCH: HEAD OFFICE—WELLINGTON. The Annual Revenue exceeds £470,000. The Accumulated Fund exceeds £2,000,000. The Society has paid to representatives of deceased members upwards of £700,000. The Society has divided amongst its members £412,000, yielding reversionary bonuses. The New Business for the year 1876 was 4559 Policies, assuring £1,025,578. The annual report, prospectus, and every information may be had or will be sent post free, on application to the Branch Office, or to any of the Society's Agents. EDWARD W. LOWE, Resident Secretary.: [485, 1056, 632, 1204]
ad-body: (tasteless), easily given to children. Tolu-line, Balsamic Cough Syrup. Boyer's Herbal Medicines. Rooke's Pills and Salve. Seltzogenes. Ear Trumpets. Cooper's Sheep Dip. Thorley's Cattle Food. A large variety of NOVELTIES IN FANCY GOODS, For City of Meddling and Queen of the West, Artists' Colors and Materials, &c. BARRAUD & SON'S, Lambton-quay.: [485, 75, 632, 158]
ad-body: MR. THOMAS BAILEY, late of the s.s. Taupo, has much pleasure in informing the public that he has leased the above well-known Hotel, where he hopes to receive the same measure of patronage accorded to his predecessor, Mr. Urwin.: [328, 837, 475, 893]
section-heading: Public Companies: [485, 472, 631, 486]
ad-title: SUNDAY AT HOME, VOLUME FOR 1877, CLOTH AND HALF-CALF.: [645, 387, 786, 408]
